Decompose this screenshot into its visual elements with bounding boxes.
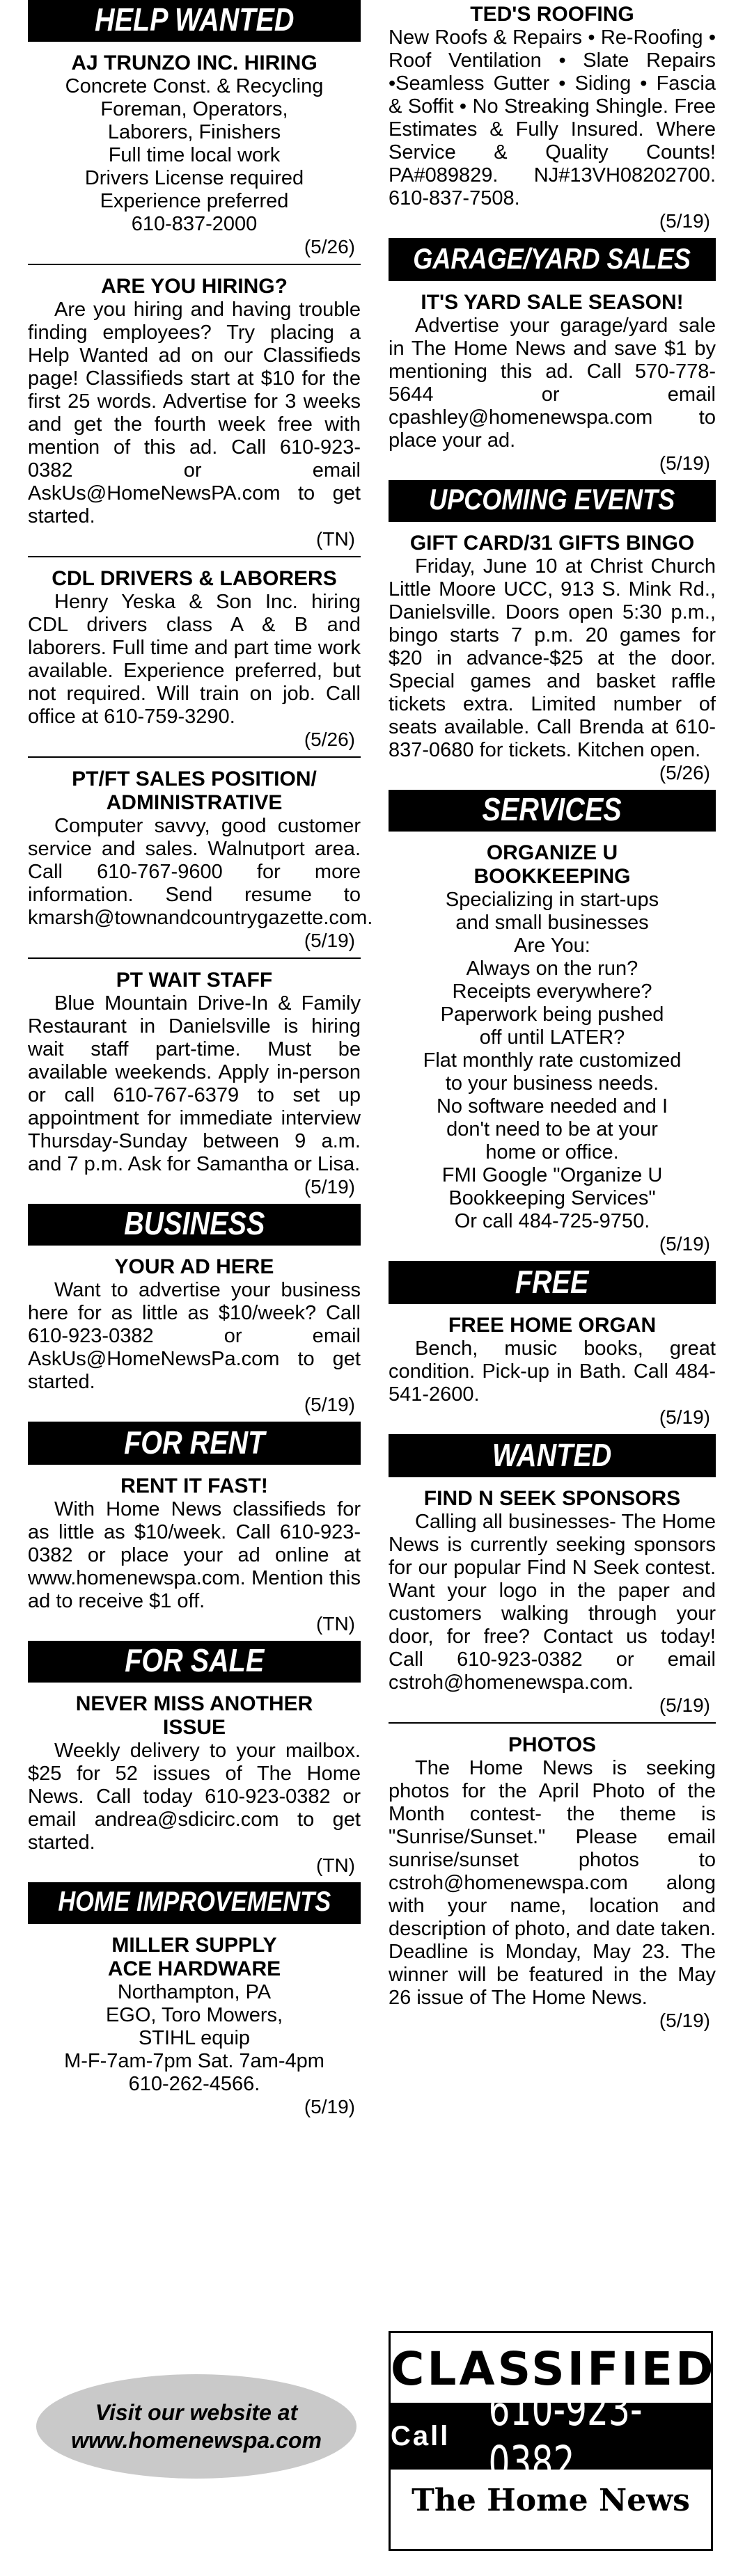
ad-body: Henry Yeska & Son Inc. hiring CDL drivers class A & B and laborers. Full time and part time work available. Experience preferred, but not required. Will train on job. Call office at 610-759-3290. <box>28 591 361 728</box>
ad-title: MILLER SUPPLY ACE HARDWARE <box>107 1934 281 1980</box>
ad-line: to your business needs. <box>445 1072 659 1095</box>
ad-line: Paperwork being pushed <box>440 1003 664 1026</box>
ad-line: Bookkeeping Services" <box>448 1187 656 1209</box>
ad-body: Calling all businesses- The Home News is currently seeking sponsors for our popular Find N Seek contest. Want your logo in the paper and customers walking through your door, for free? Contact us today! Call 610-923-0382 or email cstroh@homenewspa.com. <box>389 1511 716 1694</box>
right-column <box>389 0 716 2037</box>
ad-date: (5/19) <box>304 1176 355 1198</box>
ad-date: (5/19) <box>659 210 710 232</box>
ad-cdl-drivers <box>28 557 361 758</box>
ad-body: Blue Mountain Drive-In & Family Restaurant in Danielsville is hiring wait staff part-time. Must be available weekends. Apply in-person or call 610-767-6379 to set up appointment for immediate interview Thursday-Sunday between 9 a.m. and 7 p.m. Ask for Samantha or Lisa. <box>28 992 361 1175</box>
website-line1: Visit our website at <box>95 2400 298 2425</box>
ad-photos <box>389 1724 716 2037</box>
ad-title: AJ TRUNZO INC. HIRING <box>71 51 318 74</box>
ad-never-miss <box>28 1683 361 1882</box>
ad-title: RENT IT FAST! <box>120 1474 268 1497</box>
ad-date: (TN) <box>316 1613 355 1635</box>
ad-line: Northampton, PA <box>117 1981 272 2003</box>
ad-title: ARE YOU HIRING? <box>101 275 288 298</box>
ad-body: Are you hiring and having trouble finding employees? Try placing a Help Wanted ad on our Classifieds page! Classifieds start at $10 for the first 25 words. Advertise for 3 weeks and get the fourth week free with mention of this ad. Call 610-923-0382 or email AskUs@HomeNewsPA.com to get started. <box>28 299 361 527</box>
ad-body: Advertise your garage/yard sale in The Home News and save $1 by mentioning this ad. Call 570-778-5644 or email cpashley@homenewspa.com to place your ad. <box>389 315 716 452</box>
ad-your-ad-here <box>28 1246 361 1423</box>
ad-body: Want to advertise your business here for as little as $10/week? Call 610-923-0382 or email AskUs@HomeNewsPa.com to get started. <box>28 1279 361 1393</box>
call-label: Call <box>391 2420 450 2451</box>
ad-line: 610-837-2000 <box>131 213 258 235</box>
ad-body: New Roofs & Repairs • Re-Roofing • Roof Ventilation • Slate Repairs •Seamless Gutter • Siding • Fascia & Soffit • No Streaking Shingle. Free Estimates & Fully Insured. Where Service & Quality Counts! PA#089829. NJ#13VH08202700. 610-837-7508. <box>389 26 716 209</box>
ad-line: Always on the run? <box>466 957 638 980</box>
ad-line: Full time local work <box>108 144 281 166</box>
section-header-for-sale: FOR SALE <box>28 1641 361 1683</box>
ad-date: (5/19) <box>304 930 355 951</box>
ad-bingo <box>389 522 716 790</box>
ad-date: (5/26) <box>304 729 355 750</box>
ad-line: Specializing in start-ups <box>445 889 659 911</box>
ad-title: PT/FT SALES POSITION/ ADMINISTRATIVE <box>72 768 317 814</box>
ad-date: (5/19) <box>659 1694 710 1716</box>
ad-line: Foreman, Operators, <box>100 98 288 120</box>
website-url: www.homenewspa.com <box>71 2428 322 2453</box>
section-header-garage-yard-sales: GARAGE/YARD SALES <box>389 239 716 281</box>
ad-line: Flat monthly rate customized <box>423 1049 682 1072</box>
ad-title: CDL DRIVERS & LABORERS <box>52 567 337 590</box>
ad-title: NEVER MISS ANOTHER ISSUE <box>75 1692 313 1739</box>
ad-date: (5/19) <box>659 1233 710 1255</box>
newspaper-name: The Home News <box>411 2483 690 2518</box>
ad-line: FMI Google "Organize U <box>441 1164 663 1186</box>
ad-find-n-seek <box>389 1477 716 1724</box>
ad-line: don't need to be at your <box>446 1118 658 1140</box>
section-header-free: FREE <box>389 1262 716 1304</box>
ad-title: IT'S YARD SALE SEASON! <box>421 291 684 314</box>
classified-logo <box>389 2331 716 2551</box>
ad-are-you-hiring <box>28 265 361 557</box>
ad-line: Laborers, Finishers <box>107 121 281 143</box>
ad-title: FREE HOME ORGAN <box>448 1314 657 1337</box>
ad-date: (5/19) <box>659 452 710 474</box>
section-header-for-rent: FOR RENT <box>28 1423 361 1465</box>
ad-aj-trunzo <box>28 42 361 265</box>
ad-body: Weekly delivery to your mailbox. $25 for 52 issues of The Home News. Call today 610-923-0382 or email andrea@sdicirc.com to get started. <box>28 1740 361 1854</box>
website-link[interactable] <box>36 2374 356 2479</box>
section-header-business: BUSINESS <box>28 1204 361 1246</box>
ad-line: Receipts everywhere? <box>452 980 652 1003</box>
ad-body: Bench, music books, great condition. Pick-up in Bath. Call 484-541-2600. <box>389 1337 716 1406</box>
ad-date: (5/19) <box>659 1406 710 1428</box>
ad-line: Drivers License required <box>84 167 304 189</box>
ad-wait-staff <box>28 959 361 1204</box>
ad-line: home or office. <box>485 1141 619 1163</box>
ad-title: ORGANIZE U BOOKKEEPING <box>473 841 631 888</box>
ad-line: EGO, Toro Mowers, <box>105 2004 283 2026</box>
ad-title: PT WAIT STAFF <box>116 969 273 992</box>
ad-date: (5/19) <box>304 1394 355 1415</box>
ad-date: (5/26) <box>304 236 355 257</box>
ad-line: Concrete Const. & Recycling <box>65 75 324 97</box>
ad-body: Friday, June 10 at Christ Church Little Moore UCC, 913 S. Mink Rd., Danielsville. Doors open 5:30 p.m., bingo starts 7 p.m. 20 games for $20 in advance-$25 at the door. Special games and basket raffle tickets extra. Limited number of seats available. Call Brenda at 610-837-0680 for tickets. Kitchen open. <box>389 555 716 761</box>
ad-body: With Home News classifieds for as little as $10/week. Call 610-923-0382 or place your ad online at www.homenewspa.com. Mention this ad to receive $1 off. <box>28 1498 361 1612</box>
ad-organize-u <box>389 832 716 1262</box>
ad-line: Are You: <box>514 935 590 957</box>
ad-teds-roofing <box>389 0 716 239</box>
ad-date: (5/19) <box>304 2096 355 2117</box>
ad-date: (5/19) <box>659 2010 710 2031</box>
ad-line: No software needed and I <box>436 1095 668 1118</box>
ad-title: TED'S ROOFING <box>470 3 634 26</box>
ad-title: FIND N SEEK SPONSORS <box>423 1487 681 1510</box>
ad-date: (TN) <box>316 528 355 550</box>
ad-title: GIFT CARD/31 GIFTS BINGO <box>409 532 695 555</box>
ad-line: Experience preferred <box>100 190 289 212</box>
ad-date: (5/26) <box>659 762 710 784</box>
section-header-upcoming-events: UPCOMING EVENTS <box>389 480 716 522</box>
ad-date: (TN) <box>316 1854 355 1876</box>
ad-line: STIHL equip <box>138 2027 251 2049</box>
ad-line: Or call 484-725-9750. <box>454 1210 650 1232</box>
ad-yard-sale-season <box>389 281 716 480</box>
ad-line: off until LATER? <box>479 1026 625 1049</box>
left-column <box>28 0 373 2124</box>
ad-body: Computer savvy, good customer service and sales. Walnutport area. Call 610-767-9600 for more information. Send resume to kmarsh@townandcountrygazette.com. <box>28 815 373 929</box>
ad-title: PHOTOS <box>508 1733 597 1756</box>
ad-rent-it-fast <box>28 1465 361 1641</box>
ad-sales-position <box>28 758 373 959</box>
ad-miller-supply <box>28 1924 361 2124</box>
section-header-help-wanted: HELP WANTED <box>28 0 361 42</box>
section-header-services: SERVICES <box>389 790 716 832</box>
ad-free-organ <box>389 1304 716 1436</box>
classified-call-bar <box>391 2383 711 2490</box>
classified-phone: 610-923-0382 <box>488 2383 643 2490</box>
section-header-home-improvements: HOME IMPROVEMENTS <box>28 1882 361 1924</box>
ad-line: 610-262-4566. <box>128 2073 260 2095</box>
section-header-wanted: WANTED <box>389 1436 716 1477</box>
ad-title: YOUR AD HERE <box>114 1255 274 1278</box>
ad-body: The Home News is seeking photos for the April Photo of the Month contest- the theme is "Sunrise/Sunset." Please email sunrise/sunset photos to cstroh@homenewspa.com along with your name, location and description of photo, and date taken. Deadline is Monday, May 23. The winner will be featured in the May 26 issue of The Home News. <box>389 1757 716 2009</box>
ad-line: M-F-7am-7pm Sat. 7am-4pm <box>64 2050 324 2072</box>
ad-line: and small businesses <box>455 912 649 934</box>
classified-title: CLASSIFIED <box>391 2342 716 2396</box>
